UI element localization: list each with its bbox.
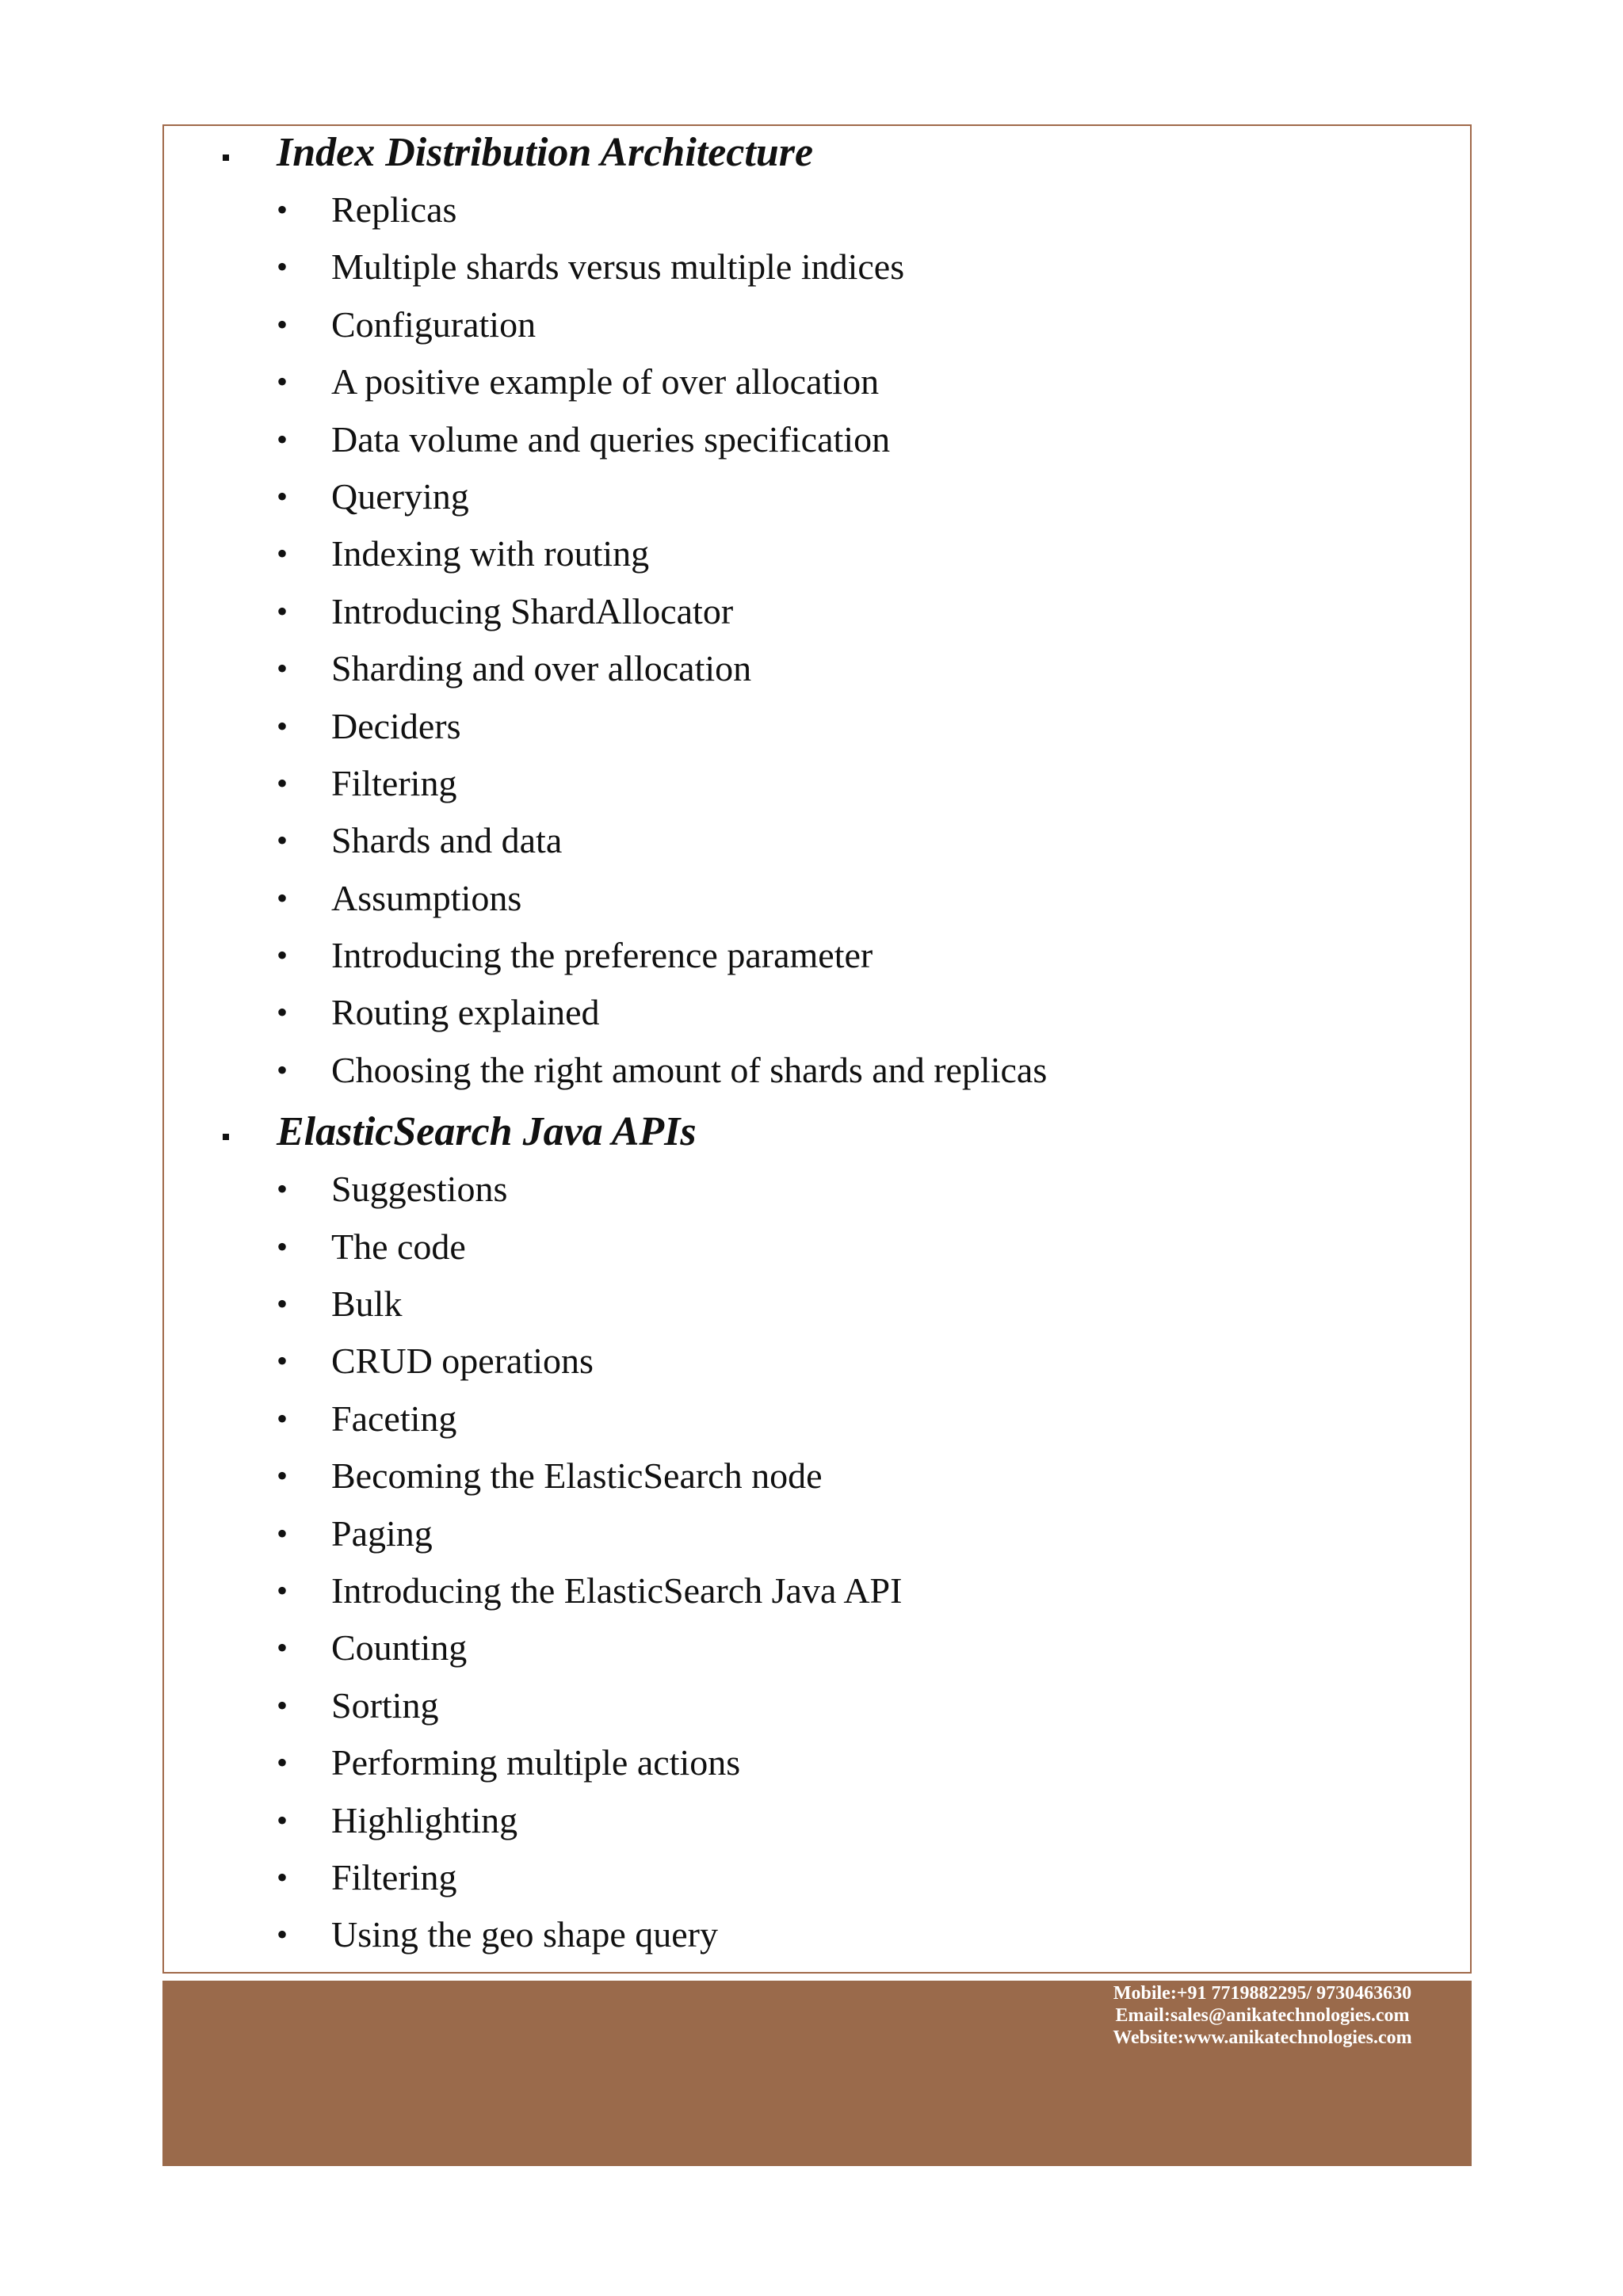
topic-text: A positive example of over allocation — [331, 361, 880, 402]
list-item — [162, 1276, 1472, 1333]
bullet-icon: • — [277, 1171, 288, 1207]
topic-text: Deciders — [331, 705, 461, 746]
section-heading — [162, 1104, 1472, 1161]
bullet-icon: • — [277, 994, 288, 1031]
section-heading — [162, 124, 1472, 181]
topic-text: Indexing with routing — [331, 533, 650, 574]
list-item — [162, 1042, 1472, 1099]
bullet-icon: • — [277, 1859, 288, 1895]
bullet-icon: • — [277, 1400, 288, 1436]
bullet-icon: • — [277, 421, 288, 457]
bullet-icon: • — [277, 1630, 288, 1666]
list-item — [162, 984, 1472, 1041]
section-index-distribution-architecture — [162, 124, 1472, 1099]
bullet-icon: • — [277, 1687, 288, 1723]
list-item — [162, 1906, 1472, 1963]
square-bullet-icon — [223, 1134, 229, 1140]
bullet-icon: • — [277, 937, 288, 974]
bullet-icon: • — [277, 1515, 288, 1551]
topic-text: Choosing the right amount of shards and replicas — [331, 1049, 1048, 1090]
list-item — [162, 640, 1472, 697]
topic-text: Data volume and queries specification — [331, 418, 891, 460]
list-item — [162, 812, 1472, 869]
bullet-icon: • — [277, 249, 288, 285]
bullet-icon: • — [277, 306, 288, 342]
list-item — [162, 1505, 1472, 1562]
bullet-icon: • — [277, 1228, 288, 1264]
list-item — [162, 1447, 1472, 1505]
topic-text: Introducing ShardAllocator — [331, 590, 734, 631]
list-item — [162, 1619, 1472, 1676]
topic-text: Performing multiple actions — [331, 1742, 741, 1783]
bullet-icon: • — [277, 1458, 288, 1494]
topic-text: Configuration — [331, 303, 537, 345]
topic-text: The code — [331, 1226, 466, 1267]
bullet-icon: • — [277, 1802, 288, 1838]
footer-website: Website:www.anikatechnologies.com — [1113, 2027, 1412, 2048]
list-item — [162, 698, 1472, 755]
list-item — [162, 1677, 1472, 1734]
topic-text: Using the geo shape query — [331, 1914, 718, 1955]
bullet-icon: • — [277, 536, 288, 572]
list-item — [162, 181, 1472, 238]
topic-text: Filtering — [331, 762, 457, 803]
list-item — [162, 1333, 1472, 1390]
bullet-icon: • — [277, 1343, 288, 1379]
topic-text: Filtering — [331, 1856, 457, 1897]
topic-text: Routing explained — [331, 992, 600, 1033]
course-outline — [162, 124, 1472, 1964]
bullet-icon: • — [277, 478, 288, 514]
topic-text: CRUD operations — [331, 1341, 594, 1382]
section-title: ElasticSearch Java APIs — [277, 1109, 697, 1155]
topic-text: Suggestions — [331, 1169, 508, 1210]
bullet-icon: • — [277, 1286, 288, 1322]
bullet-icon: • — [277, 1917, 288, 1953]
list-item — [162, 1792, 1472, 1849]
topic-text: Querying — [331, 475, 469, 517]
topic-text: Bulk — [331, 1283, 403, 1325]
topic-text: Sharding and over allocation — [331, 648, 752, 689]
topic-list — [162, 181, 1472, 1099]
bullet-icon: • — [277, 822, 288, 859]
topic-text: Introducing the preference parameter — [331, 935, 873, 976]
topic-list — [162, 1161, 1472, 1963]
list-item — [162, 927, 1472, 984]
section-title: Index Distribution Architecture — [277, 130, 814, 175]
topic-text: Shards and data — [331, 820, 563, 861]
topic-text: Highlighting — [331, 1799, 518, 1840]
bullet-icon: • — [277, 765, 288, 801]
list-item — [162, 1562, 1472, 1619]
bullet-icon: • — [277, 879, 288, 916]
bullet-icon: • — [277, 192, 288, 227]
list-item — [162, 411, 1472, 468]
list-item — [162, 1161, 1472, 1218]
topic-text: Faceting — [331, 1398, 457, 1439]
list-item — [162, 525, 1472, 582]
list-item — [162, 1734, 1472, 1791]
list-item — [162, 583, 1472, 640]
bullet-icon: • — [277, 1572, 288, 1608]
list-item — [162, 755, 1472, 812]
footer-contact — [1064, 1981, 1461, 2049]
list-item — [162, 1849, 1472, 1906]
bullet-icon: • — [277, 593, 288, 629]
list-item — [162, 238, 1472, 296]
footer-mobile: Mobile:+91 7719882295/ 9730463630 — [1113, 1983, 1412, 2004]
topic-text: Sorting — [331, 1684, 439, 1726]
footer-band — [162, 1981, 1472, 2166]
bullet-icon: • — [277, 1051, 288, 1088]
topic-text: Replicas — [331, 189, 457, 230]
list-item — [162, 870, 1472, 927]
section-elasticsearch-java-apis — [162, 1104, 1472, 1963]
topic-text: Paging — [331, 1512, 433, 1554]
list-item — [162, 296, 1472, 353]
bullet-icon: • — [277, 1745, 288, 1781]
square-bullet-icon — [223, 154, 229, 161]
topic-text: Becoming the ElasticSearch node — [331, 1455, 823, 1497]
list-item — [162, 468, 1472, 525]
topic-text: Multiple shards versus multiple indices — [331, 246, 905, 288]
topic-text: Assumptions — [331, 877, 522, 918]
bullet-icon: • — [277, 364, 288, 400]
footer-email: Email:sales@anikatechnologies.com — [1115, 2005, 1410, 2026]
topic-text: Counting — [331, 1627, 468, 1669]
bullet-icon: • — [277, 650, 288, 687]
topic-text: Introducing the ElasticSearch Java API — [331, 1569, 903, 1611]
list-item — [162, 1219, 1472, 1276]
bullet-icon: • — [277, 707, 288, 744]
list-item — [162, 1390, 1472, 1447]
list-item — [162, 353, 1472, 410]
